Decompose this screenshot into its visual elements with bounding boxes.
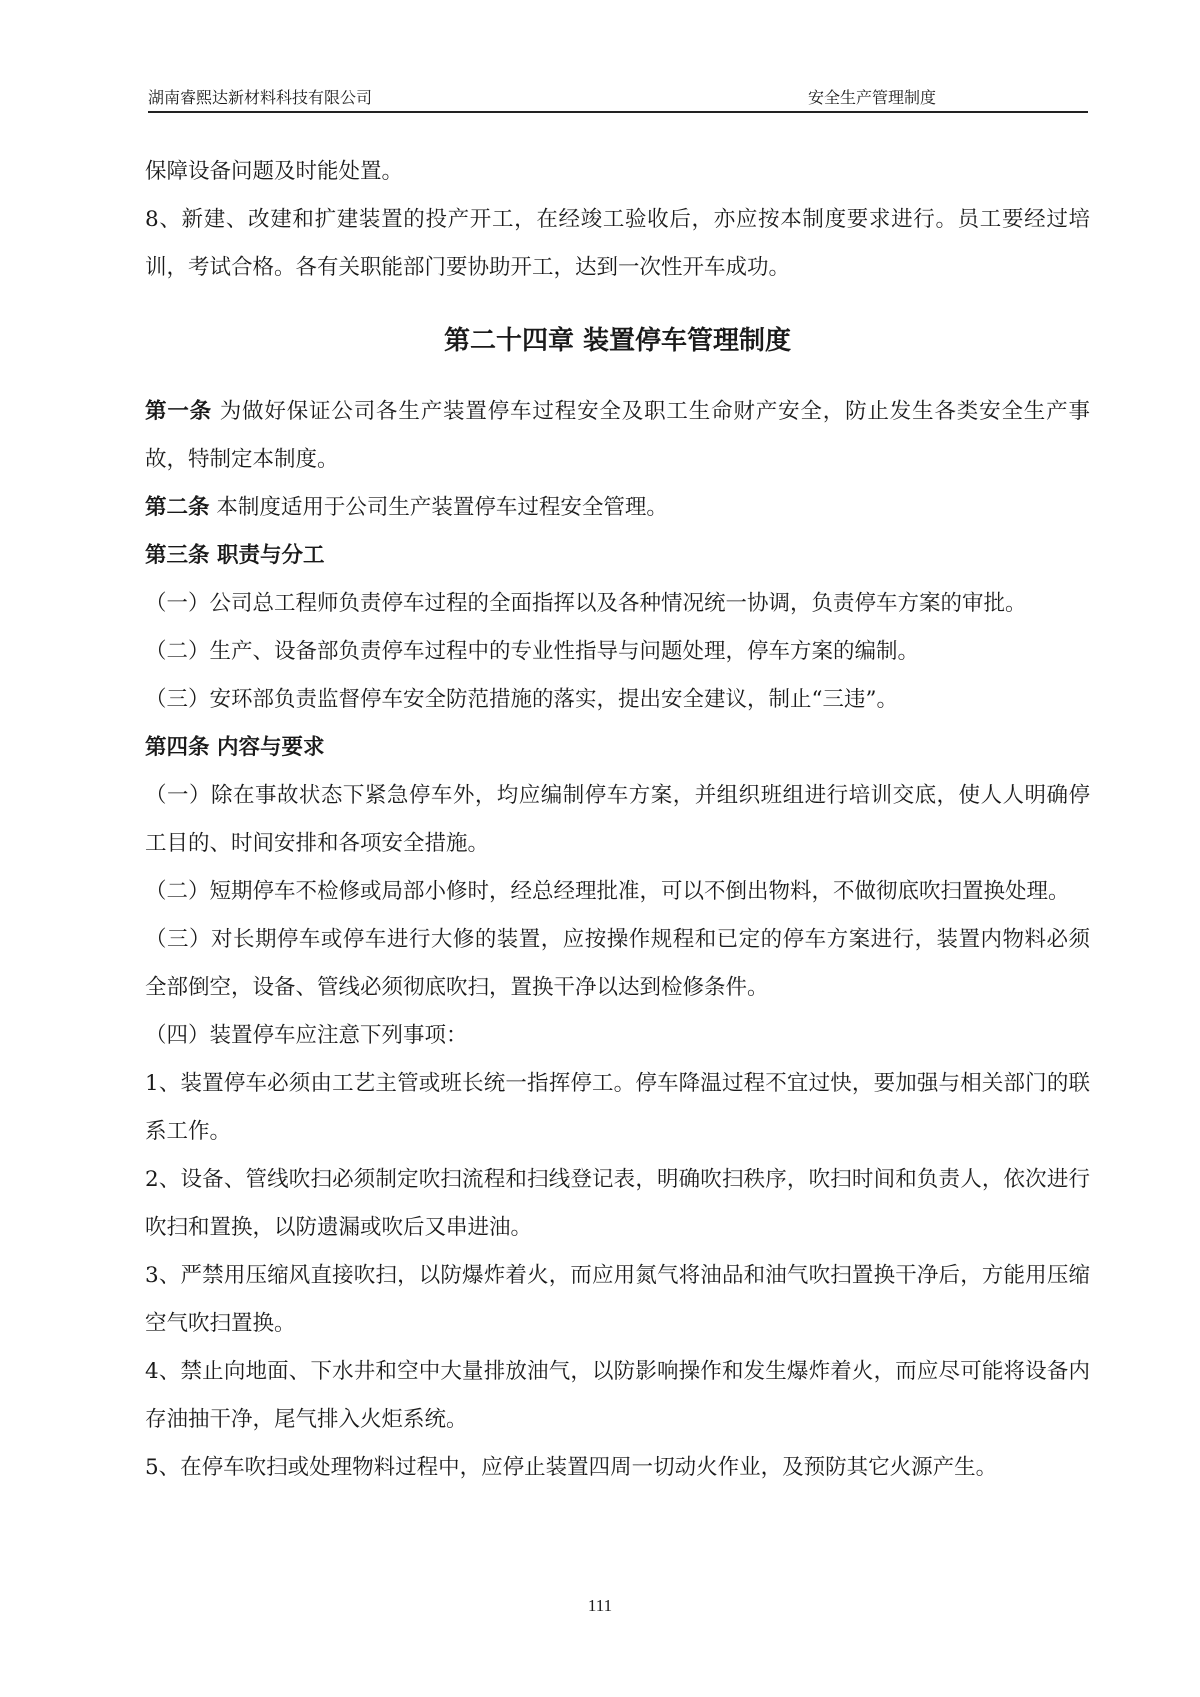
- article-1-text: 为做好保证公司各生产装置停车过程安全及职工生命财产安全，防止发生各类安全生产事故，特制定本制度。: [145, 399, 1090, 472]
- list-item: 1、装置停车必须由工艺主管或班长统一指挥停工。停车降温过程不宜过快，要加强与相关部门的联系工作。: [145, 1071, 1090, 1144]
- paragraph: （二）短期停车不检修或局部小修时，经总经理批准，可以不倒出物料，不做彻底吹扫置换处理。: [145, 879, 1070, 904]
- paragraph: （四）装置停车应注意下列事项：: [145, 1023, 468, 1048]
- header-company-name: 湖南睿熙达新材料科技有限公司: [148, 88, 373, 107]
- page-number: 111: [587, 1596, 613, 1615]
- article-1-label: 第一条: [145, 399, 213, 424]
- page-header: [148, 82, 1088, 112]
- article-3-heading: 第三条 职责与分工: [145, 543, 325, 568]
- list-item: 4、禁止向地面、下水井和空中大量排放油气，以防影响操作和发生爆炸着火，而应尽可能将设备内存油抽干净，尾气排入火炬系统。: [145, 1359, 1090, 1432]
- article-2-text: 本制度适用于公司生产装置停车过程安全管理。: [216, 495, 668, 520]
- list-item: 5、在停车吹扫或处理物料过程中，应停止装置四周一切动火作业，及预防其它火源产生。: [145, 1455, 998, 1480]
- header-rule: [148, 111, 1088, 113]
- list-item: 3、严禁用压缩风直接吹扫，以防爆炸着火，而应用氮气将油品和油气吹扫置换干净后，方能用压缩空气吹扫置换。: [145, 1263, 1090, 1336]
- paragraph: （一）公司总工程师负责停车过程的全面指挥以及各种情况统一协调，负责停车方案的审批。: [145, 591, 1027, 616]
- paragraph: 保障设备问题及时能处置。: [145, 159, 404, 184]
- article-1: [145, 388, 1090, 484]
- paragraph: （二）生产、设备部负责停车过程中的专业性指导与问题处理，停车方案的编制。: [145, 639, 920, 664]
- paragraph: 8、新建、改建和扩建装置的投产开工，在经竣工验收后，亦应按本制度要求进行。员工要经过培训，考试合格。各有关职能部门要协助开工，达到一次性开车成功。: [145, 207, 1090, 280]
- paragraph: （三）对长期停车或停车进行大修的装置，应按操作规程和已定的停车方案进行，装置内物料必须全部倒空，设备、管线必须彻底吹扫，置换干净以达到检修条件。: [145, 927, 1090, 1000]
- paragraph: （一）除在事故状态下紧急停车外，均应编制停车方案，并组织班组进行培训交底，使人人明确停工目的、时间安排和各项安全措施。: [145, 783, 1090, 856]
- article-2: [145, 484, 1090, 532]
- list-item: 2、设备、管线吹扫必须制定吹扫流程和扫线登记表，明确吹扫秩序，吹扫时间和负责人，依次进行吹扫和置换，以防遗漏或吹后又串进油。: [145, 1167, 1090, 1240]
- article-4-heading: 第四条 内容与要求: [145, 735, 325, 760]
- document-body: [145, 148, 1090, 1492]
- paragraph: （三）安环部负责监督停车安全防范措施的落实，提出安全建议，制止“三违”。: [145, 687, 898, 712]
- header-document-title: 安全生产管理制度: [808, 88, 937, 107]
- article-2-label: 第二条: [145, 495, 210, 520]
- chapter-title: 第二十四章 装置停车管理制度: [443, 326, 792, 356]
